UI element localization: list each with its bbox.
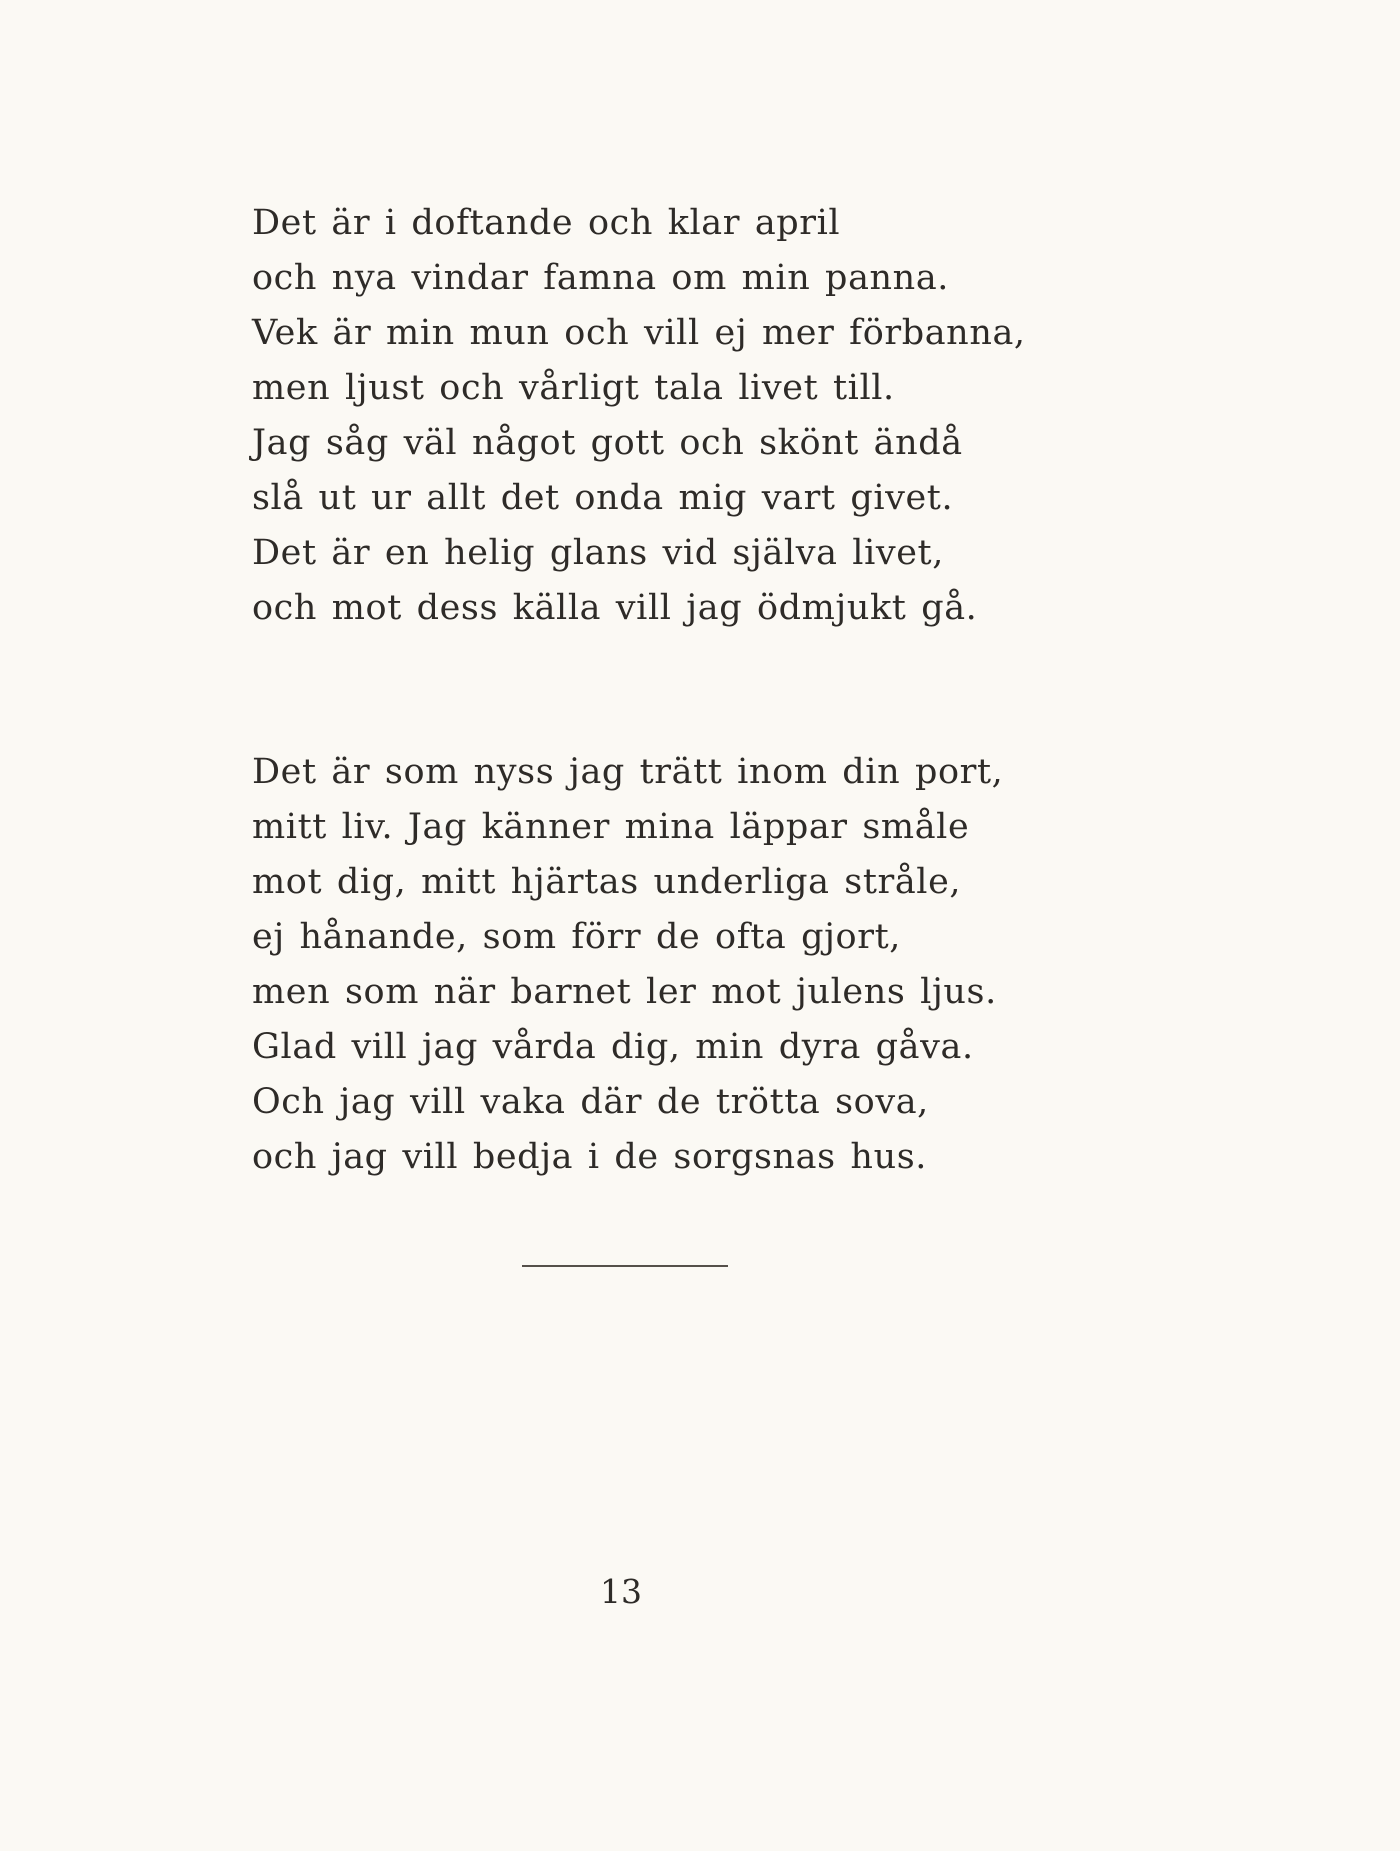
stanza-1 [252,196,1026,636]
poem-line: men som när barnet ler mot julens ljus. [252,972,997,1012]
poem-line: Och jag vill vaka där de trötta sova, [252,1082,929,1122]
poem-line: Det är en helig glans vid själva livet, [252,533,944,573]
poem-line: Glad vill jag vårda dig, min dyra gåva. [252,1027,974,1067]
page-number: 13 [600,1572,642,1611]
poem-line: och mot dess källa vill jag ödmjukt gå. [252,588,978,628]
poem-line: Det är som nyss jag trätt inom din port, [252,752,1004,792]
poem-line: Det är i doftande och klar april [252,203,841,243]
poem-line: ej hånande, som förr de ofta gjort, [252,917,901,957]
section-divider [522,1265,728,1267]
poem-line: Vek är min mun och vill ej mer förbanna, [252,313,1026,353]
stanza-2 [252,745,1003,1185]
poem-line: slå ut ur allt det onda mig vart givet. [252,478,954,518]
poem-line: men ljust och vårligt tala livet till. [252,368,895,408]
poem-line: mot dig, mitt hjärtas underliga stråle, [252,862,962,902]
poem-line: och jag vill bedja i de sorgsnas hus. [252,1137,927,1177]
poem-line: mitt liv. Jag känner mina läppar småle [252,807,970,847]
poem-line: Jag såg väl något gott och skönt ändå [252,423,963,463]
poem-line: och nya vindar famna om min panna. [252,258,950,298]
